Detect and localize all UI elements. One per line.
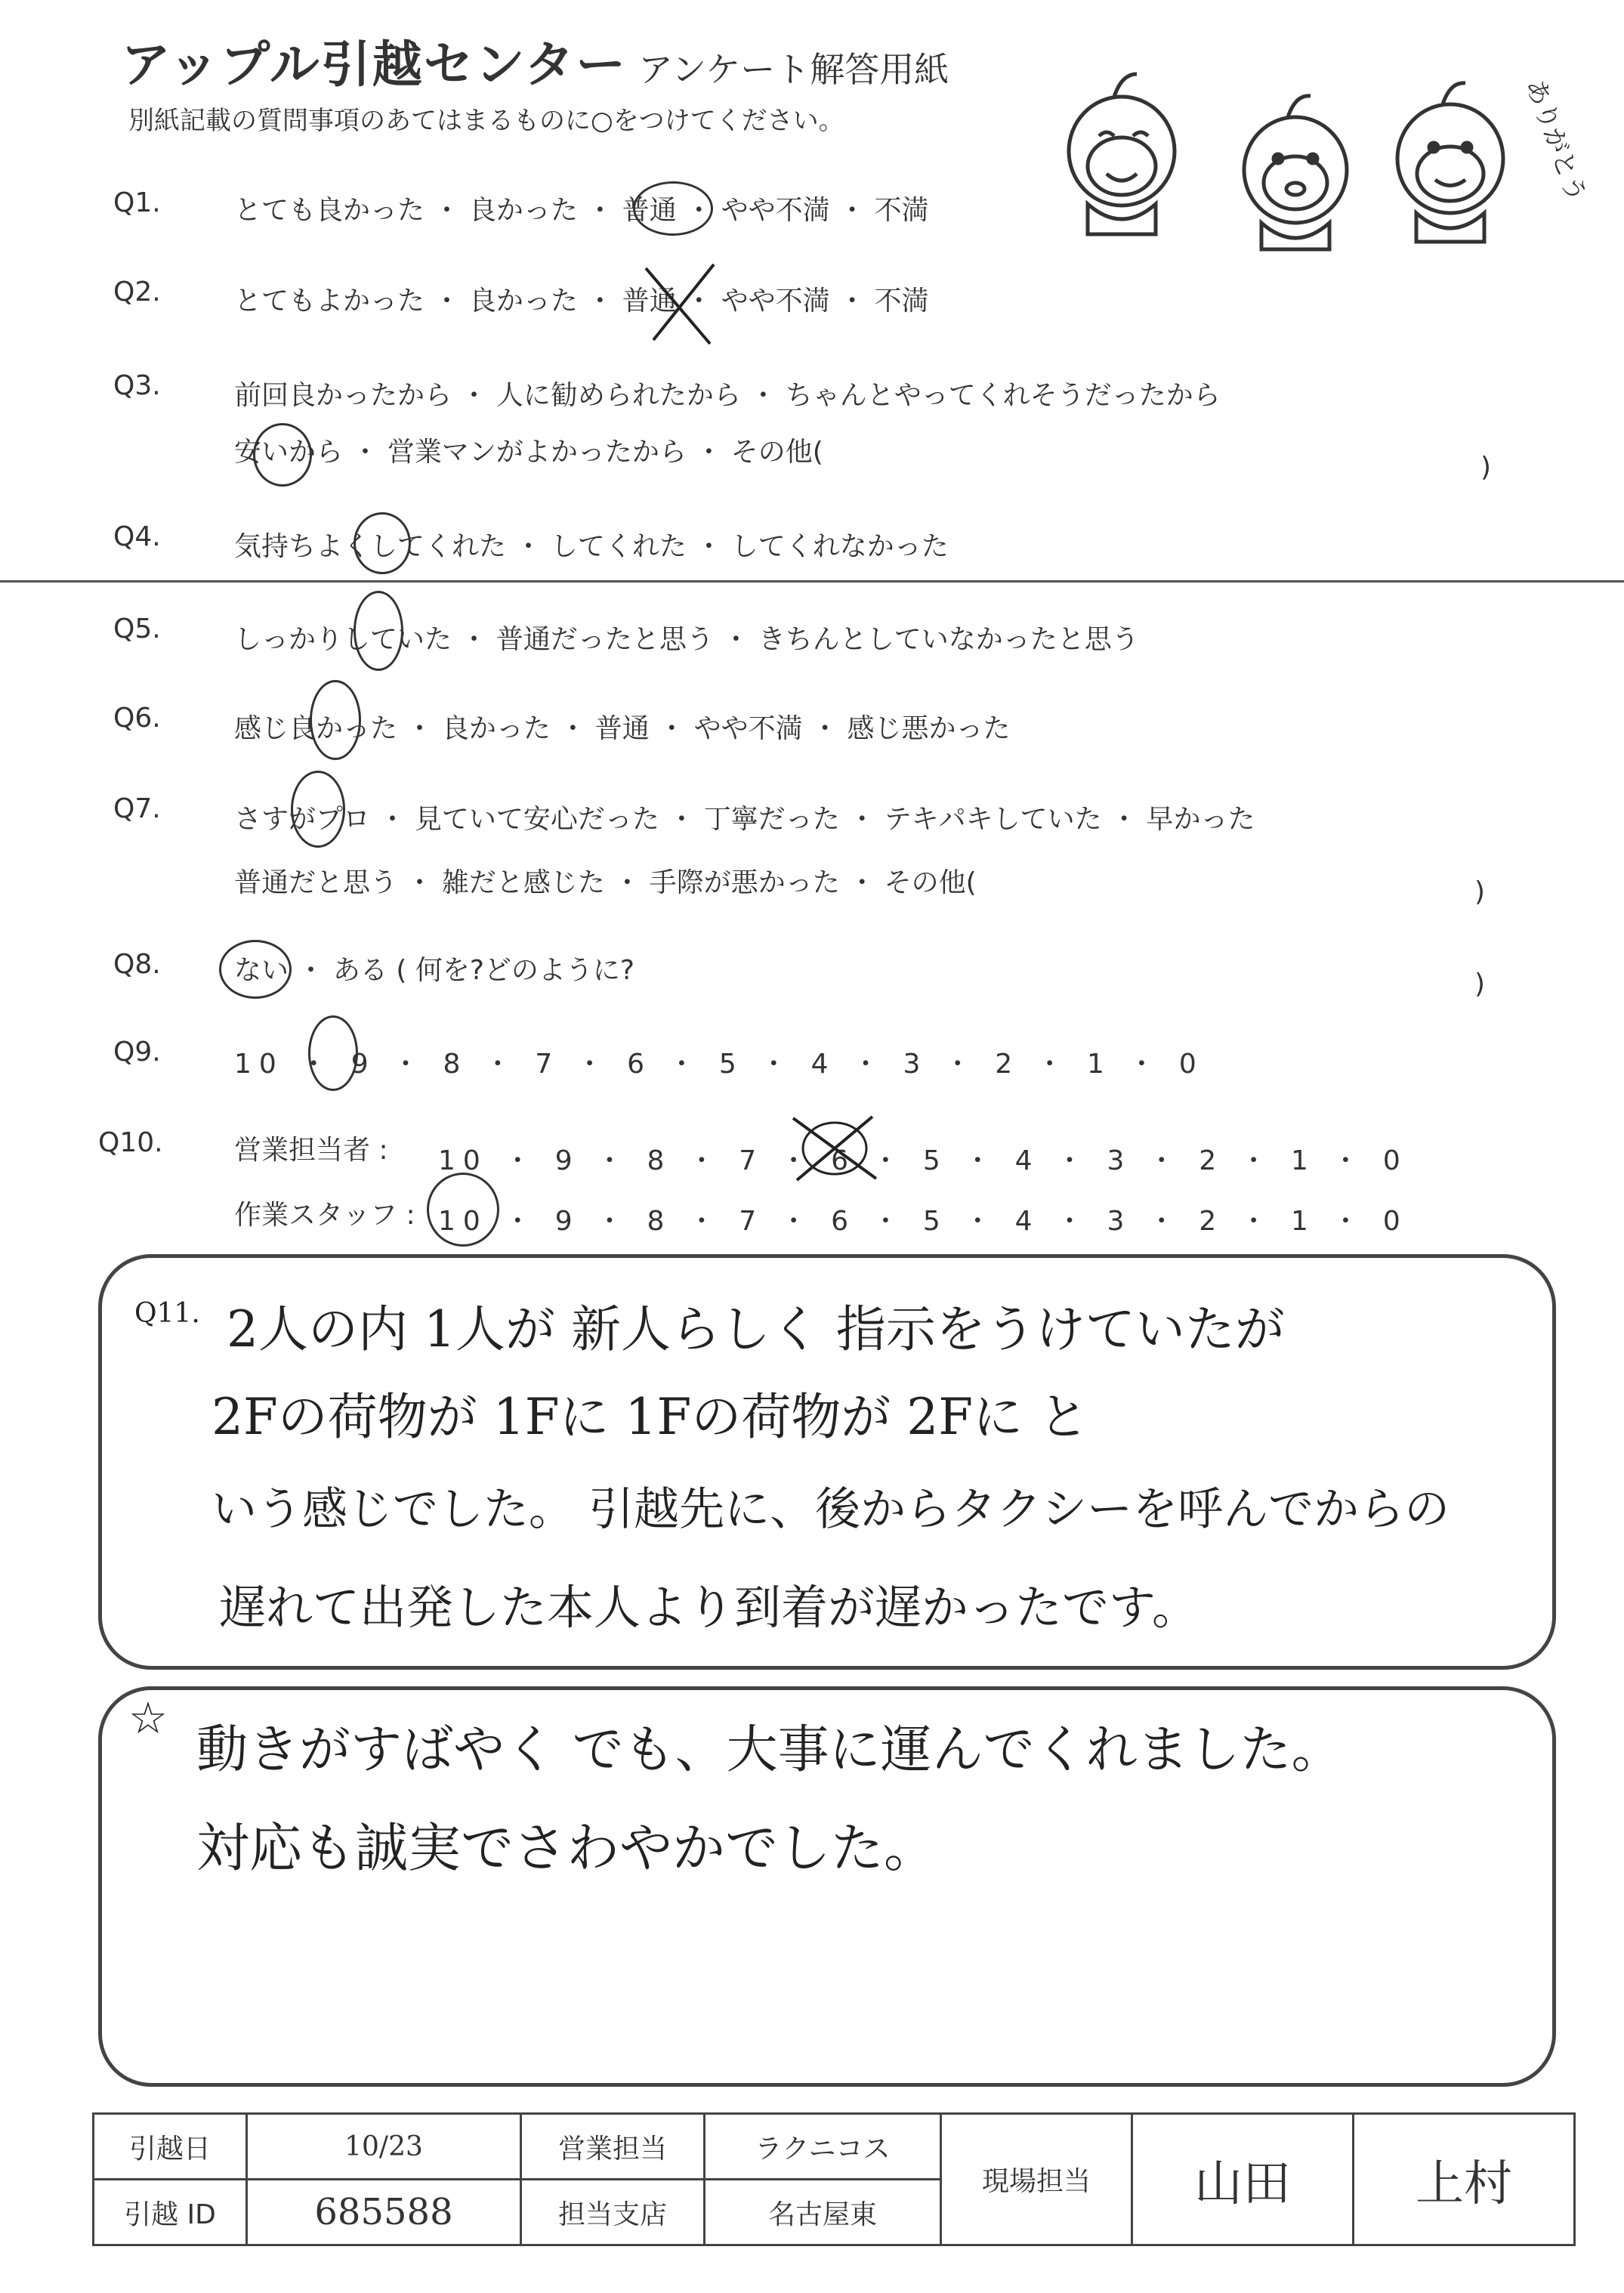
q10-sales-scale[interactable]: 10 ・ 9 ・ 8 ・ 7 ・ 6 ・ 5 ・ 4 ・ 3 ・ 2 ・ 1 ・ 0 xyxy=(438,1145,1408,1176)
q2-number: Q2. xyxy=(113,277,161,307)
section-divider xyxy=(0,580,1624,583)
q10-staff-label: 作業スタッフ : xyxy=(234,1200,415,1231)
q10-sales-cross-mark xyxy=(786,1111,884,1186)
q5-number: Q5. xyxy=(113,613,161,644)
q11-number: Q11. xyxy=(134,1298,200,1329)
move-date-label: 引越日 xyxy=(94,2114,247,2180)
q7-number: Q7. xyxy=(113,793,161,824)
q4-number: Q4. xyxy=(113,521,161,552)
q6-number: Q6. xyxy=(113,703,161,734)
move-date-value[interactable]: 10/23 xyxy=(247,2114,521,2180)
instruction-text: 別紙記載の質問事項のあてはまるものに○をつけてください。 xyxy=(128,106,844,136)
q5-answer-circle xyxy=(354,591,403,671)
move-id-value[interactable]: 685588 xyxy=(247,2180,521,2245)
site-staff-1[interactable]: 山田 xyxy=(1132,2114,1354,2245)
q3-close-paren: ) xyxy=(1480,452,1492,483)
q3-options-line1[interactable]: 前回良かったから ・ 人に勧められたから ・ ちゃんとやってくれそうだったから xyxy=(234,380,1221,411)
q2-options[interactable]: とてもよかった ・ 良かった ・ 普通 ・ やや不満 ・ 不満 xyxy=(234,286,929,317)
q10-sales-label: 営業担当者 : xyxy=(234,1135,388,1166)
q3-number: Q3. xyxy=(113,370,161,401)
q8-answer-circle xyxy=(219,940,292,999)
q3-options-line2[interactable]: 安いから ・ 営業マンがよかったから ・ その他( xyxy=(234,437,823,468)
q10-staff-answer-circle xyxy=(427,1173,499,1247)
q7-options-line1[interactable]: さすがプロ ・ 見ていて安心だった ・ 丁寧だった ・ テキパキしていた ・ 早かった xyxy=(234,804,1255,835)
site-staff-2[interactable]: 上村 xyxy=(1354,2114,1575,2245)
star-comment-line-1: 動きがすばやく でも、大事に運んでくれました。 xyxy=(196,1720,1343,1780)
q11-line-3: いう感じでした。 引越先に、後からタクシーを呼んでからの xyxy=(211,1483,1450,1536)
mascot-caption: ありがとう xyxy=(1519,75,1592,206)
q1-answer-circle xyxy=(633,181,713,236)
branch-value[interactable]: 名古屋東 xyxy=(705,2180,941,2245)
q7-options-line2[interactable]: 普通だと思う ・ 雑だと感じた ・ 手際が悪かった ・ その他( xyxy=(234,867,977,898)
q1-number: Q1. xyxy=(113,187,161,218)
form-subtitle: アンケート解答用紙 xyxy=(638,49,949,90)
form-title: アップル引越センター xyxy=(121,36,628,94)
sales-rep-value[interactable]: ラクニコス xyxy=(705,2114,941,2180)
footer-info-table xyxy=(92,2112,1576,2246)
q10-staff-scale[interactable]: 10 ・ 9 ・ 8 ・ 7 ・ 6 ・ 5 ・ 4 ・ 3 ・ 2 ・ 1 ・ 0 xyxy=(438,1206,1408,1237)
q7-answer-circle xyxy=(291,771,345,848)
q11-line-4: 遅れて出発した本人より到着が遅かったです。 xyxy=(219,1580,1199,1635)
q6-answer-circle xyxy=(310,680,361,760)
q8-close-paren: ) xyxy=(1474,969,1486,1000)
q10-number: Q10. xyxy=(98,1127,163,1158)
q2-cross-mark xyxy=(638,261,721,351)
q3-answer-circle xyxy=(253,423,312,487)
q4-answer-circle xyxy=(354,512,411,574)
q11-line-2: 2Fの荷物が 1Fに 1Fの荷物が 2Fに と xyxy=(211,1388,1089,1446)
monkey-mascot-illustration xyxy=(1042,53,1592,257)
q9-answer-circle xyxy=(308,1015,358,1091)
site-staff-label: 現場担当 xyxy=(941,2114,1132,2245)
q6-options[interactable]: 感じ良かった ・ 良かった ・ 普通 ・ やや不満 ・ 感じ悪かった xyxy=(234,713,1011,744)
star-mark-icon: ☆ xyxy=(128,1692,168,1744)
q5-options[interactable]: しっかりしていた ・ 普通だったと思う ・ きちんとしていなかったと思う xyxy=(234,624,1139,655)
star-comment-line-2: 対応も誠実でさわやかでした。 xyxy=(196,1817,937,1879)
q8-options[interactable]: ない ・ ある ( 何を?どのように? xyxy=(234,955,635,986)
q1-options[interactable]: とても良かった ・ 良かった ・ 普通 ・ やや不満 ・ 不満 xyxy=(234,195,929,226)
q7-close-paren: ) xyxy=(1474,876,1486,907)
q9-number: Q9. xyxy=(113,1037,161,1068)
branch-label: 担当支店 xyxy=(521,2180,705,2245)
q11-line-1: 2人の内 1人が 新人らしく 指示をうけていたが xyxy=(227,1300,1285,1358)
q9-scale[interactable]: 10 ・ 9 ・ 8 ・ 7 ・ 6 ・ 5 ・ 4 ・ 3 ・ 2 ・ 1 ・ 0 xyxy=(234,1049,1204,1080)
move-id-label: 引越 ID xyxy=(94,2180,247,2245)
sales-rep-label: 営業担当 xyxy=(521,2114,705,2180)
q4-options[interactable]: 気持ちよくしてくれた ・ してくれた ・ してくれなかった xyxy=(234,531,949,562)
q8-number: Q8. xyxy=(113,949,161,980)
